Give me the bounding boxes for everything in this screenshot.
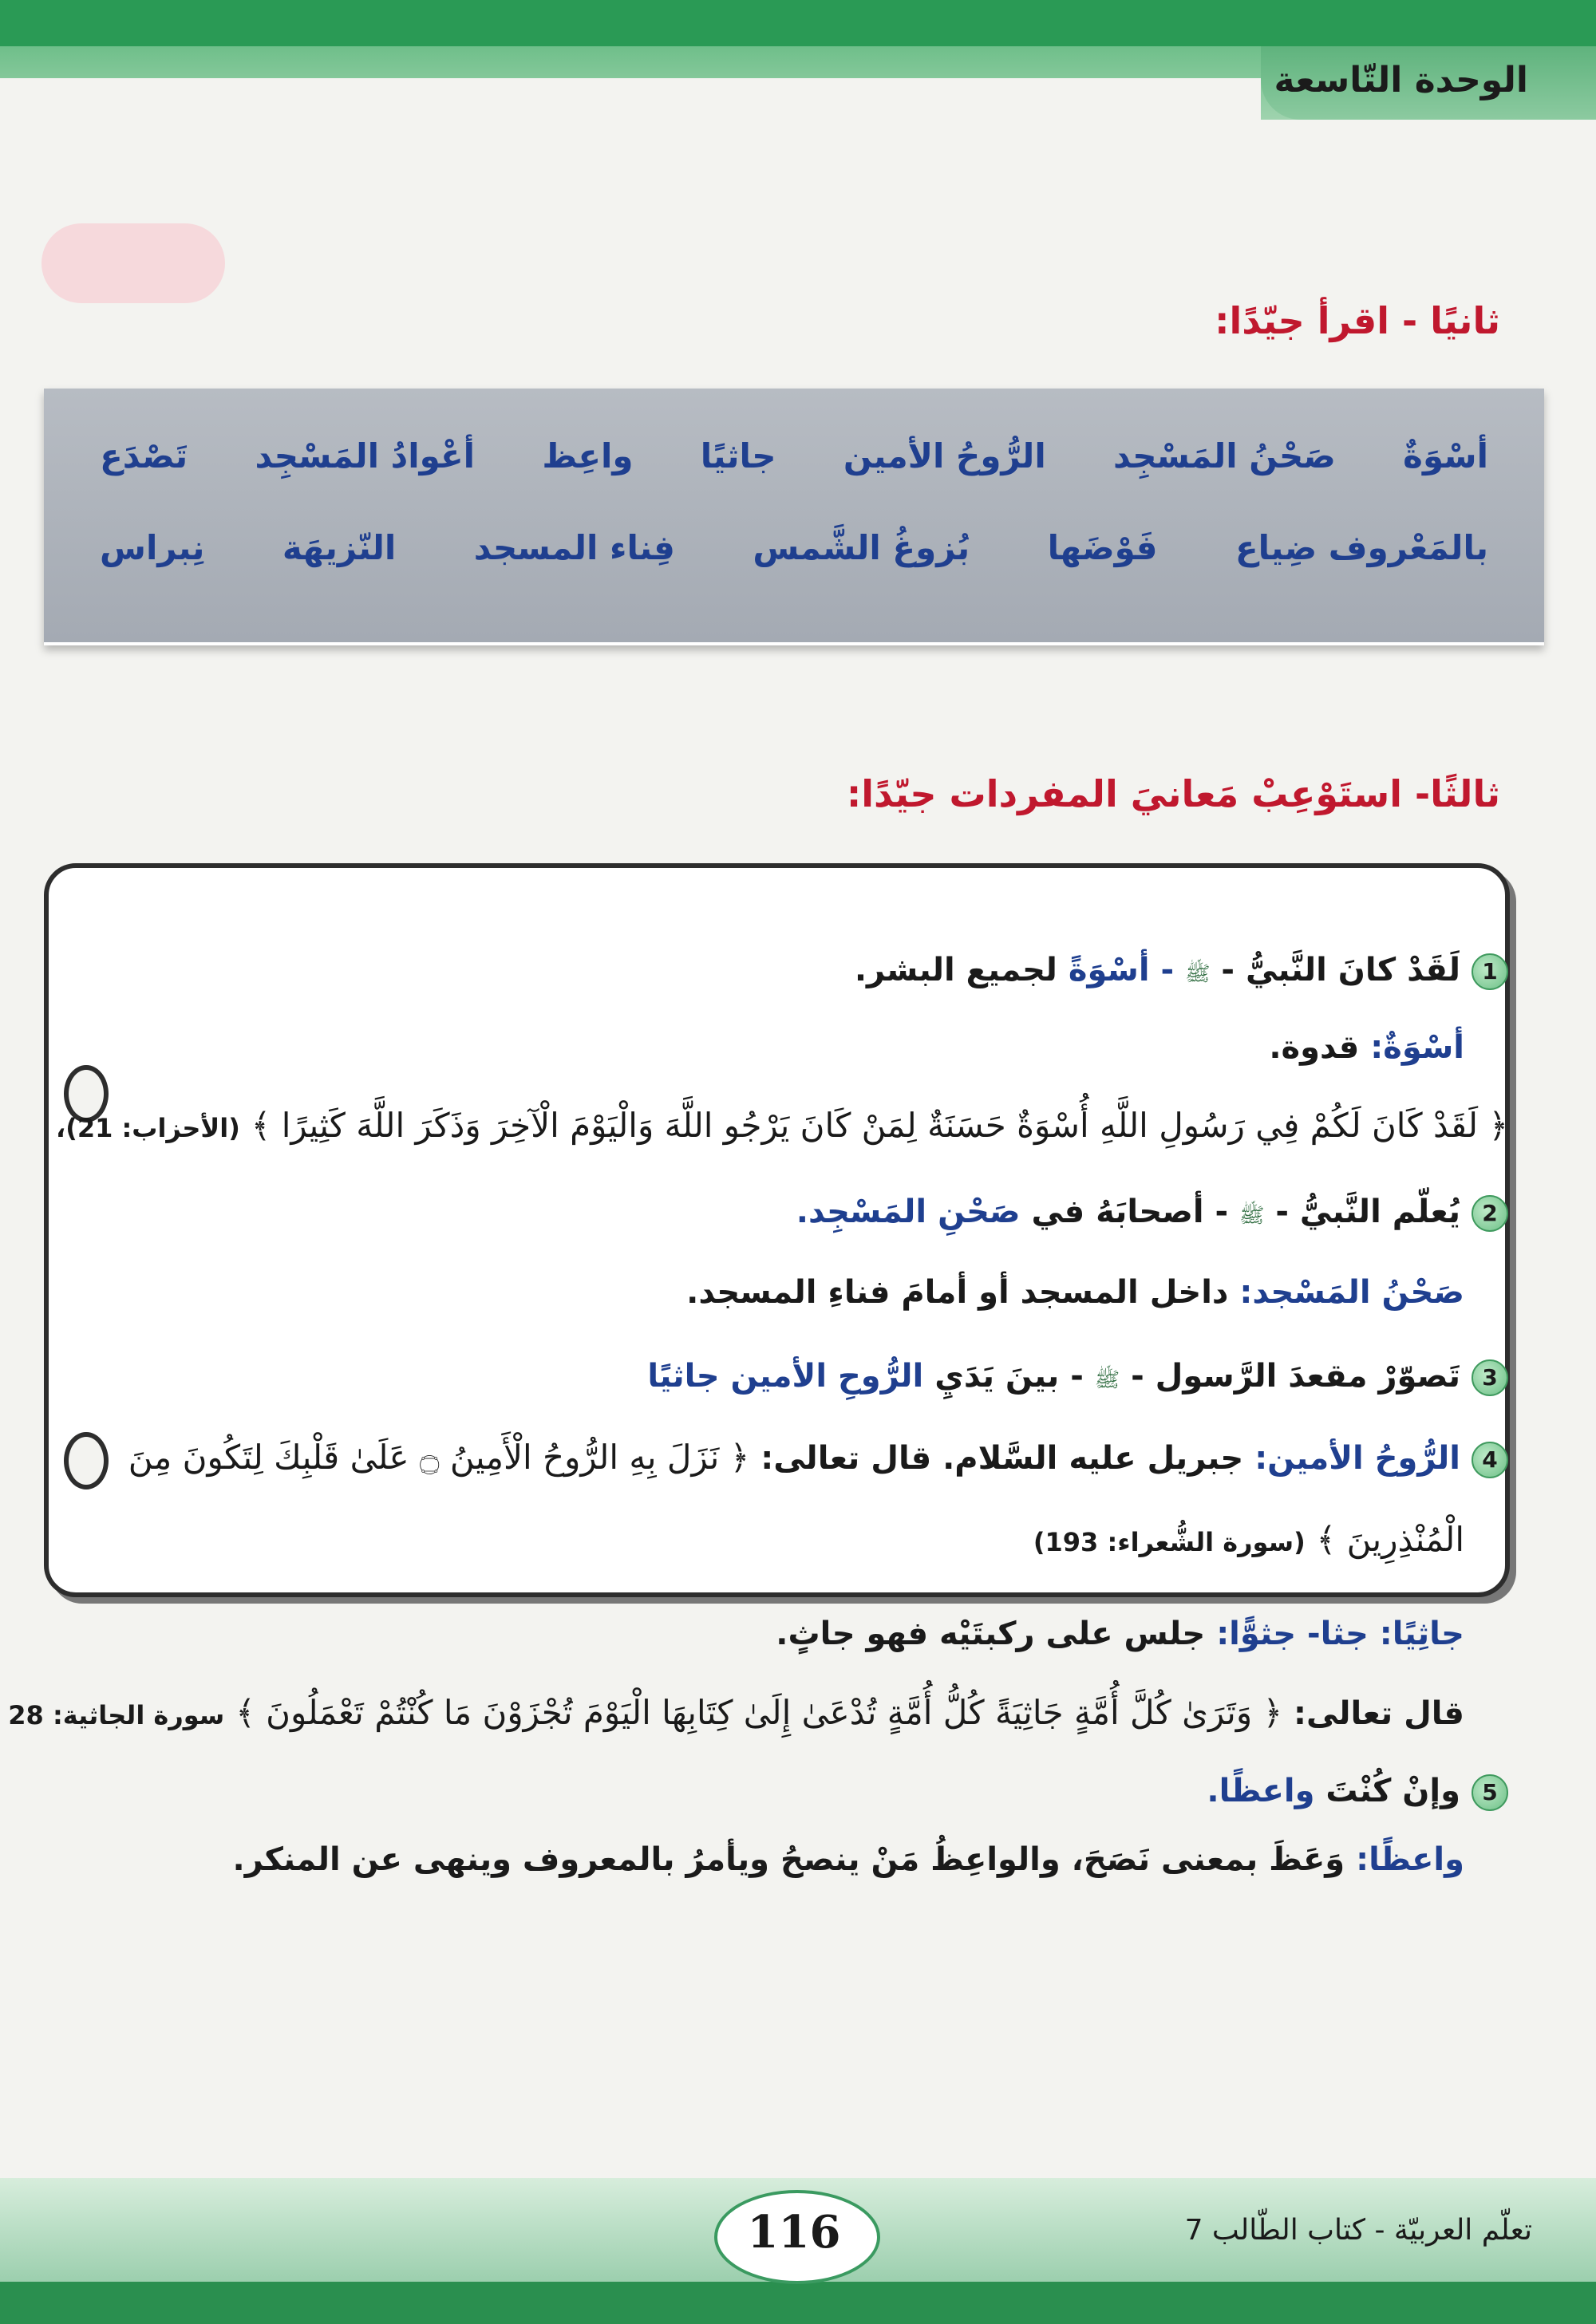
pbuh-glyph: ﷺ — [1239, 1204, 1265, 1228]
number-badge: 5 — [1472, 1774, 1508, 1811]
unit-title: الوحدة التّاسعة — [1274, 60, 1528, 101]
vocab-term: واعظًا: — [1356, 1841, 1464, 1878]
number-badge: 3 — [1472, 1359, 1508, 1396]
word: أسْوَةٌ — [1403, 436, 1488, 475]
word: نِبراس — [100, 528, 205, 567]
pbuh-glyph: ﷺ — [1094, 1368, 1120, 1392]
word: الرُّوحُ الأمين — [843, 436, 1046, 475]
word: فِناء المسجد — [473, 528, 675, 567]
quran-verse: ﴿ لَقَدْ كَانَ لَكُمْ فِي رَسُولِ اللَّهِ أُسْوَةٌ حَسَنَةٌ لِمَنْ كَانَ يَرْجُو اللَّهَ وَالْيَوْمَ الْآخِرَ وَذَكَرَ اللَّهَ كَثِيرًا ﴾ (الأحزاب: 21)، — [56, 1106, 1508, 1145]
word: تَصْدَع — [100, 436, 188, 475]
quran-verse: قال تعالى: ﴿ وَتَرَىٰ كُلَّ أُمَّةٍ جَاثِيَةً كُلُّ أُمَّةٍ تُدْعَىٰ إِلَىٰ كِتَابِهَا الْيَوْمَ تُجْزَوْنَ مَا كُنْتُمْ تَعْمَلُونَ ﴾ سورة الجاثية: 28 — [8, 1693, 1464, 1732]
vocab-definition: واعظًا: وَعَظَ بمعنى نَصَحَ، والواعِظُ مَنْ ينصحُ ويأمرُ بالمعروف وينهى عن المنكر. — [232, 1841, 1464, 1878]
number-badge: 1 — [1472, 953, 1508, 990]
word: واعِظ — [542, 436, 634, 475]
number-badge: 2 — [1472, 1195, 1508, 1232]
vocab-definition: أسْوَةٌ: قدوة. — [1269, 1029, 1464, 1066]
header-paper — [0, 78, 1261, 120]
book-title: تعلّم العربيّة - كتاب الطّالب 7 — [1184, 2214, 1532, 2247]
vocab-definition: صَحْنُ المَسْجد: داخل المسجد أو أمامَ فناءِ المسجد. — [686, 1274, 1464, 1311]
verse-reference: (سورة الشُّعراء: 193) — [1033, 1527, 1306, 1557]
word: بالمَعْروف ضِياع — [1235, 528, 1488, 567]
vocab-term: الرُّوحِ الأمين جاثيًا — [647, 1358, 924, 1395]
section-three-heading: ثالثًا- استَوْعِبْ مَعانيَ المفردات جيّدًا: — [846, 772, 1500, 815]
vocab-line-3: 3تَصوّرْ مقعدَ الرَّسول - ﷺ - بينَ يَدَيِ الرُّوحِ الأمين جاثيًا — [647, 1358, 1508, 1397]
ghost-badge — [41, 223, 225, 303]
section-two-heading: ثانيًا - اقرأ جيّدًا: — [1215, 299, 1500, 342]
vocab-term: الرُّوحُ الأمين: — [1254, 1440, 1460, 1477]
vocab-term: - أسْوَةً — [1068, 952, 1175, 988]
vocab-line-1: 1لَقَدْ كانَ النَّبيُّ - ﷺ - أسْوَةً لجميع البشر. — [855, 952, 1508, 991]
vocab-term: صَحْنِ المَسْجِد. — [796, 1194, 1021, 1230]
vocab-term: جاثِيًا: — [1379, 1616, 1464, 1652]
vocab-definition: جاثِيًا: جثا- جثوًّا: جلس على ركبتَيْه فهو جاثٍ. — [776, 1616, 1464, 1652]
vocab-term: أسْوَةٌ: — [1370, 1029, 1464, 1066]
word-row-2 — [44, 528, 1544, 567]
quran-verse: الْمُنْذِرِينَ ﴾ (سورة الشُّعراء: 193) — [1033, 1520, 1464, 1559]
vocab-line-5: 5وإنْ كُنْتَ واعظًا. — [1207, 1773, 1508, 1811]
word-row-1 — [44, 436, 1544, 475]
word: فَوْضَها — [1047, 528, 1158, 567]
binder-hole-icon — [64, 1432, 109, 1489]
pbuh-glyph: ﷺ — [1185, 962, 1211, 986]
header-stripe-dark — [0, 0, 1596, 46]
number-badge: 4 — [1472, 1442, 1508, 1478]
verse-reference: سورة الجاثية: 28 — [8, 1700, 225, 1730]
word-card — [44, 389, 1544, 645]
verse-reference: (الأحزاب: 21)، — [56, 1113, 240, 1143]
word: جاثيًا — [700, 436, 776, 475]
word: بُزوغُ الشَّمس — [753, 528, 970, 567]
page-number: 116 — [747, 2206, 841, 2259]
word: أعْوادُ المَسْجِد — [255, 436, 476, 475]
word: النّزيهَة — [282, 528, 397, 567]
vocab-term: صَحْنُ المَسْجد: — [1239, 1274, 1464, 1311]
footer-stripe-dark — [0, 2282, 1596, 2324]
vocab-line-2: 2يُعلّم النَّبيُّ - ﷺ - أصحابَهُ في صَحْنِ المَسْجِد. — [796, 1194, 1508, 1233]
word: صَحْنُ المَسْجِد — [1113, 436, 1336, 475]
vocab-line-4: 4الرُّوحُ الأمين: جبريل عليه السَّلام. قال تعالى: ﴿ نَزَلَ بِهِ الرُّوحُ الْأَمِينُ ۝ عَلَىٰ قَلْبِكَ لِتَكُونَ مِنَ — [128, 1438, 1508, 1478]
vocab-term: واعظًا. — [1207, 1773, 1315, 1809]
